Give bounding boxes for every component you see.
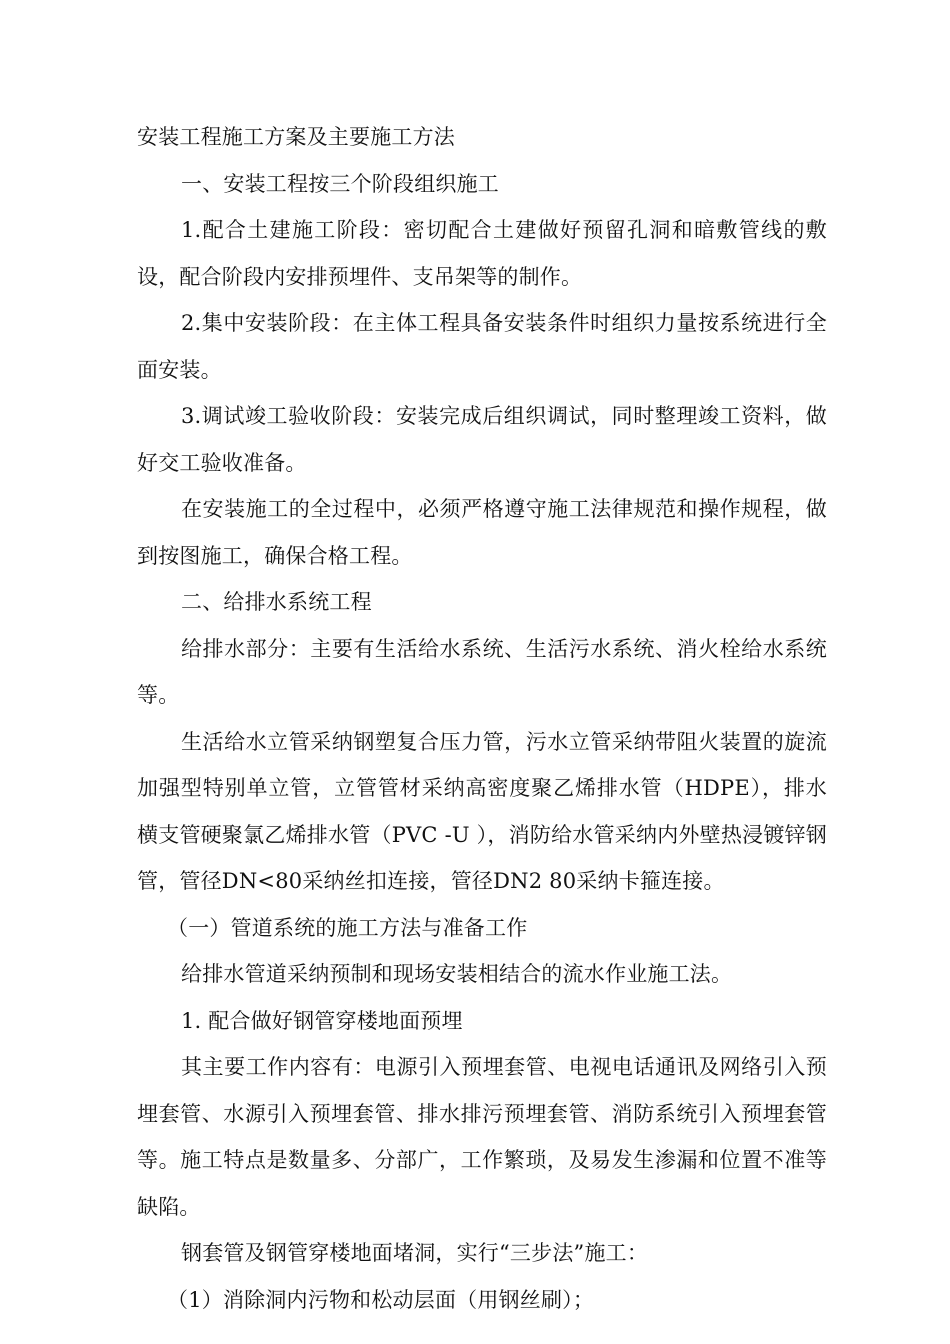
paragraph: 其主要工作内容有：电源引入预埋套管、电视电话通讯及网络引入预埋套管、水源引入预埋套管、排水排污预埋套管、消防系统引入预埋套管等。施工特点是数量多、分部广，工作繁琐，及易发生渗漏和位置不准等缺陷。: [137, 1055, 827, 1219]
item-heading: 1. 配合做好钢管穿楼地面预埋: [181, 1008, 463, 1033]
document-body: [137, 114, 827, 1323]
paragraph: 在安装施工的全过程中，必须严格遵守施工法律规范和操作规程，做到按图施工，确保合格工程。: [137, 497, 827, 568]
document-title: 安装工程施工方案及主要施工方法: [137, 125, 455, 149]
paragraph: 1.配合土建施工阶段：密切配合土建做好预留孔洞和暗敷管线的敷设，配合阶段内安排预埋件、支吊架等的制作。: [137, 218, 827, 289]
paragraph: 给排水部分：主要有生活给水系统、生活污水系统、消火栓给水系统等。: [137, 636, 827, 707]
paragraph: 钢套管及钢管穿楼地面堵洞，实行“三步法”施工：: [181, 1241, 649, 1265]
paragraph: 给排水管道采纳预制和现场安装相结合的流水作业施工法。: [181, 962, 733, 986]
list-item: （1）消除洞内污物和松动层面（用钢丝刷）；: [167, 1287, 595, 1312]
section-heading-1: 一、安装工程按三个阶段组织施工: [181, 171, 499, 196]
section-heading-2: 二、给排水系统工程: [181, 590, 372, 614]
paragraph: 3.调试竣工验收阶段：安装完成后组织调试，同时整理竣工资料，做好交工验收准备。: [137, 404, 827, 475]
paragraph: 2.集中安装阶段：在主体工程具备安装条件时组织力量按系统进行全面安装。: [137, 311, 827, 382]
paragraph: 生活给水立管采纳钢塑复合压力管，污水立管采纳带阻火装置的旋流加强型特别单立管，立管管材采纳高密度聚乙烯排水管（HDPE），排水横支管硬聚氯乙烯排水管（PVC -U ），消防给水管采纳内外壁热浸镀锌钢管，管径DN<80采纳丝扣连接，管径DN2 80采纳卡箍连接。: [137, 729, 827, 893]
subsection-heading: （一）管道系统的施工方法与准备工作: [167, 915, 528, 940]
